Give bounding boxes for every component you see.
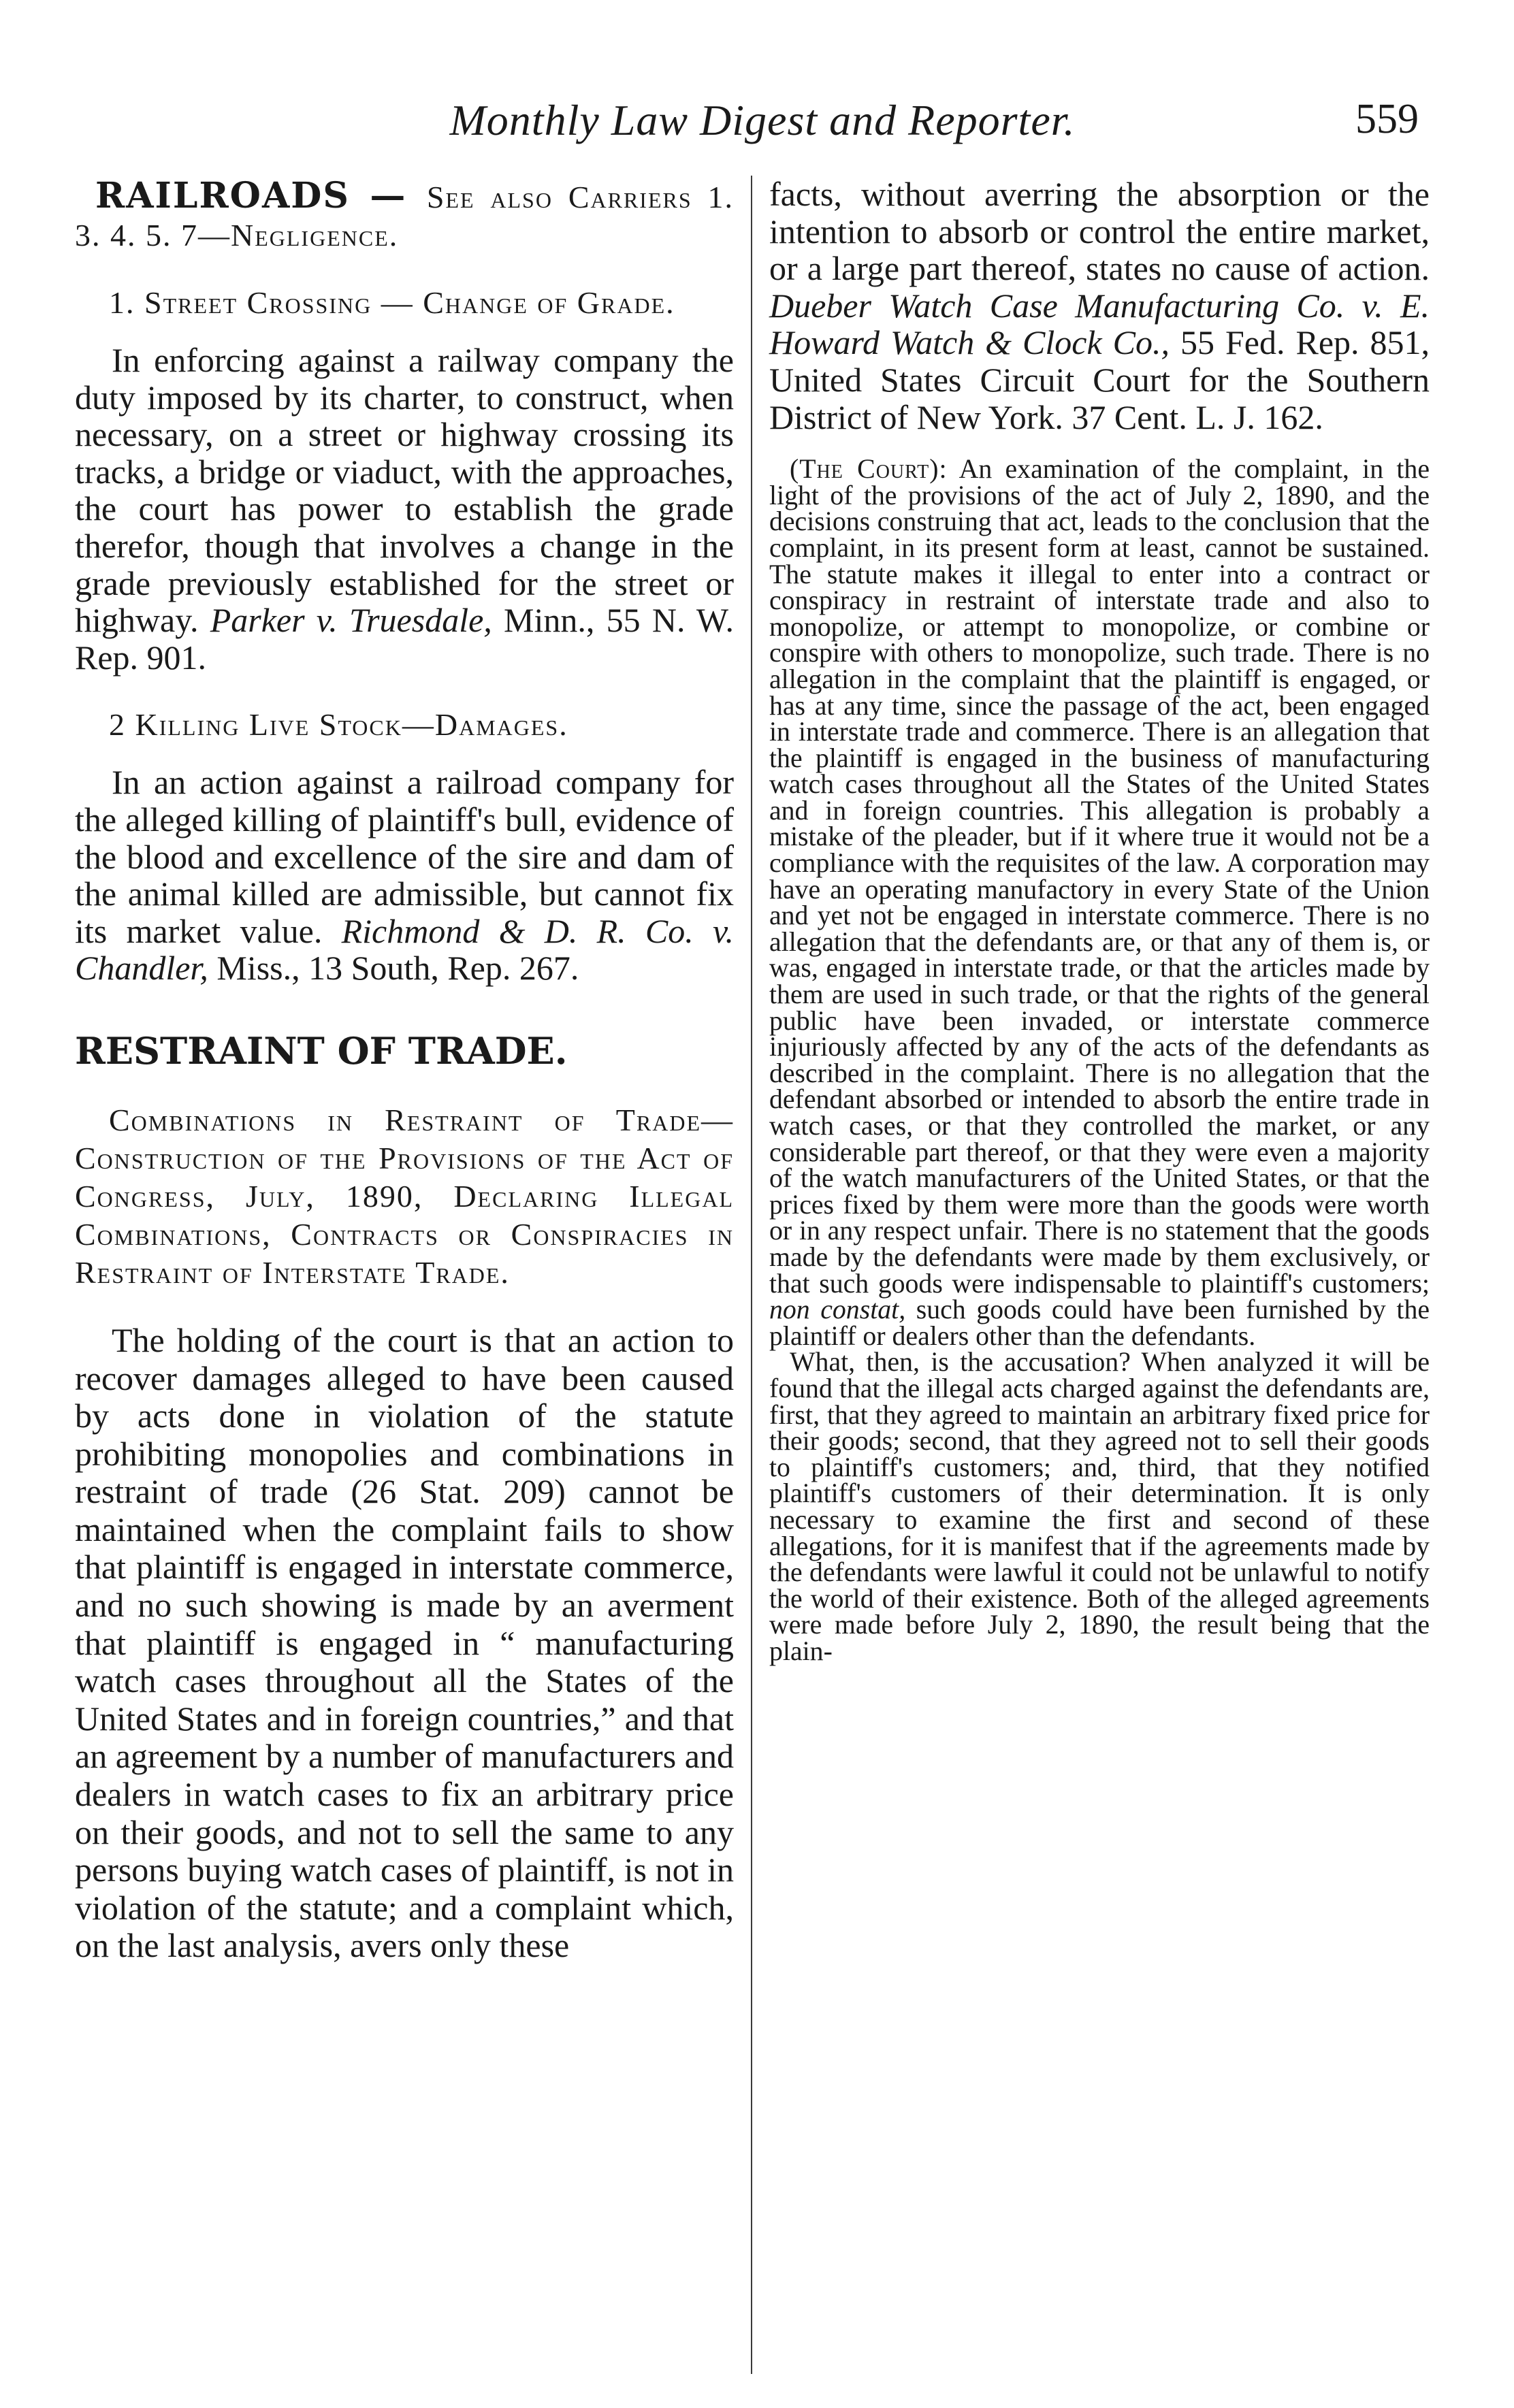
railroads-title: RAILROADS — [95,175,427,216]
railroads-heading [75,176,734,254]
page-number: 559 [1355,96,1419,142]
court-label: (The Court): [790,454,948,485]
killing-live-stock-text: In an action against a railroad company for the alleged killing of plaintiff's bull, evidence of the blood and excellence of the sire and dam of the animal killed are admissible, but cannot fix its market value. [75,763,734,950]
street-crossing-text: In enforcing against a railway company the duty imposed by its charter, to construct, when necessary, on a street or highway crossing its tracks, a bridge or viaduct, with the approaches, the court has power to establish the grade therefor, though that involves a change in the grade previously established for the street or highway. [75,341,734,640]
court-opinion-paragraph-1 [769,456,1430,1349]
column-divider [751,176,752,2374]
continuation-paragraph [769,176,1430,436]
dueber-citation: 55 Fed. Rep. 851, United States Circuit Court for the Southern District of New York. 37 Cent. L. J. 162. [769,323,1430,436]
railroads-see-also: See also Carriers 1. 3. 4. 5. 7—Negligence. [75,180,734,253]
court-opinion-paragraph-2: What, then, is the accusation? When analyzed it will be found that the illegal acts charged against the defendants are, first, that they agreed to maintain an arbitrary fixed price for their goods; second, that they agreed not to sell their goods to plaintiff's customers; and, third, that they notified plaintiff's customers of their determination. It is only necessary to examine the first and second of these allegations, for it is manifest that if the agreements made by the defendants were lawful it could not be unlawful to notify the world of their existence. Both of the alleged agreements were made before July 2, 1890, the result being that the plain- [769,1347,1430,1666]
right-column [769,176,1430,1664]
street-crossing-heading: 1. Street Crossing — Change of Grade. [109,285,675,320]
left-column [75,176,734,1965]
restraint-subheading: Combinations in Restraint of Trade—Construction of the Provisions of the Act of Congress, July, 1890, Declaring Illegal Combinations, Contracts or Conspiracies in Restraint of Interstate Trade. [75,1102,734,1290]
opinion-text-1: An examination of the complaint, in the light of the provisions of the act of July 2, 1890, and the decisions construing that act, leads to the conclusion that the complaint, in its present form at least, cannot be sustained. The statute makes it illegal to enter into a contract or conspiracy in restraint of interstate trade and also to monopolize, or attempt to monopolize, or combine or conspire with others to monopolize, such trade. There is no allegation in the complaint that the plaintiff is engaged, or has at any time, since the passage of the act, been engaged in interstate trade and commerce. There is an allegation that the plaintiff is engaged in the business of manufacturing watch cases throughout all the States of the United States and in foreign countries. This allegation is probably a mistake of the pleader, but if it where true it would not be a compliance with the requisites of the law. A corporation may have an operating manufactory in every State of the Union and yet not be engaged in interstate commerce. There is no allegation that the defendants are, or that any of them is, or was, engaged in interstate trade, or that the articles made by them are used in such trade, or that the rights of the general public have been invaded, or interstate commerce injuriously affected by any of the acts of the defendants as described in the complaint. There is no allegation that the defendant absorbed or intended to absorb the entire trade in watch cases, or that they controlled the market, or any considerable part thereof, or that they were even a majority of the watch manufacturers of the United States, or that the prices fixed by them were more than the goods were worth or in any respect unfair. There is no statement that the goods made by the defendants were made by them exclusively, or that such goods were indispensable to plaintiff's customers; [769,454,1430,1299]
restraint-title: RESTRAINT OF TRADE. [75,1028,568,1073]
street-crossing-citation: Minn., 55 N. W. Rep. 901. [75,601,734,677]
dueber-case-name: Dueber Watch Case Manufacturing Co. v. E. Howard Watch & Clock Co., [769,286,1430,362]
opinion-text-1-end: such goods could have been furnished by the plaintiff or dealers other than the defendants. [769,1295,1430,1351]
killing-live-stock-body [75,764,734,987]
street-crossing-case-name: Parker v. Truesdale, [210,601,492,640]
street-crossing-body [75,342,734,676]
non-constat-phrase: non constat, [769,1295,906,1325]
killing-live-stock-citation: Miss., 13 South, Rep. 267. [208,949,579,988]
restraint-body: The holding of the court is that an action to recover damages alleged to have been caused by acts done in violation of the statute prohibiting monopolies and combinations in restraint of trade (26 Stat. 209) cannot be maintained when the complaint fails to show that plaintiff is engaged in interstate commerce, and no such showing is made by an averment that plaintiff is engaged in “ manufacturing watch cases throughout all the States of the United States and in foreign countries,” and that an agreement by a number of manufacturers and dealers in watch cases to fix an arbitrary price on their goods, and not to sell the same to any persons buying watch cases of plaintiff, is not in violation of the statute; and a complaint which, on the last analysis, avers only these [75,1320,734,1965]
continuation-text: facts, without averring the absorption or the intention to absorb or control the entire market, or a large part thereof, states no cause of action. [769,175,1430,288]
killing-live-stock-heading: 2 Killing Live Stock—Damages. [109,707,568,743]
killing-live-stock-case-name: Richmond & D. R. Co. v. Chandler, [75,911,734,988]
running-title: Monthly Law Digest and Reporter. [449,96,1076,144]
